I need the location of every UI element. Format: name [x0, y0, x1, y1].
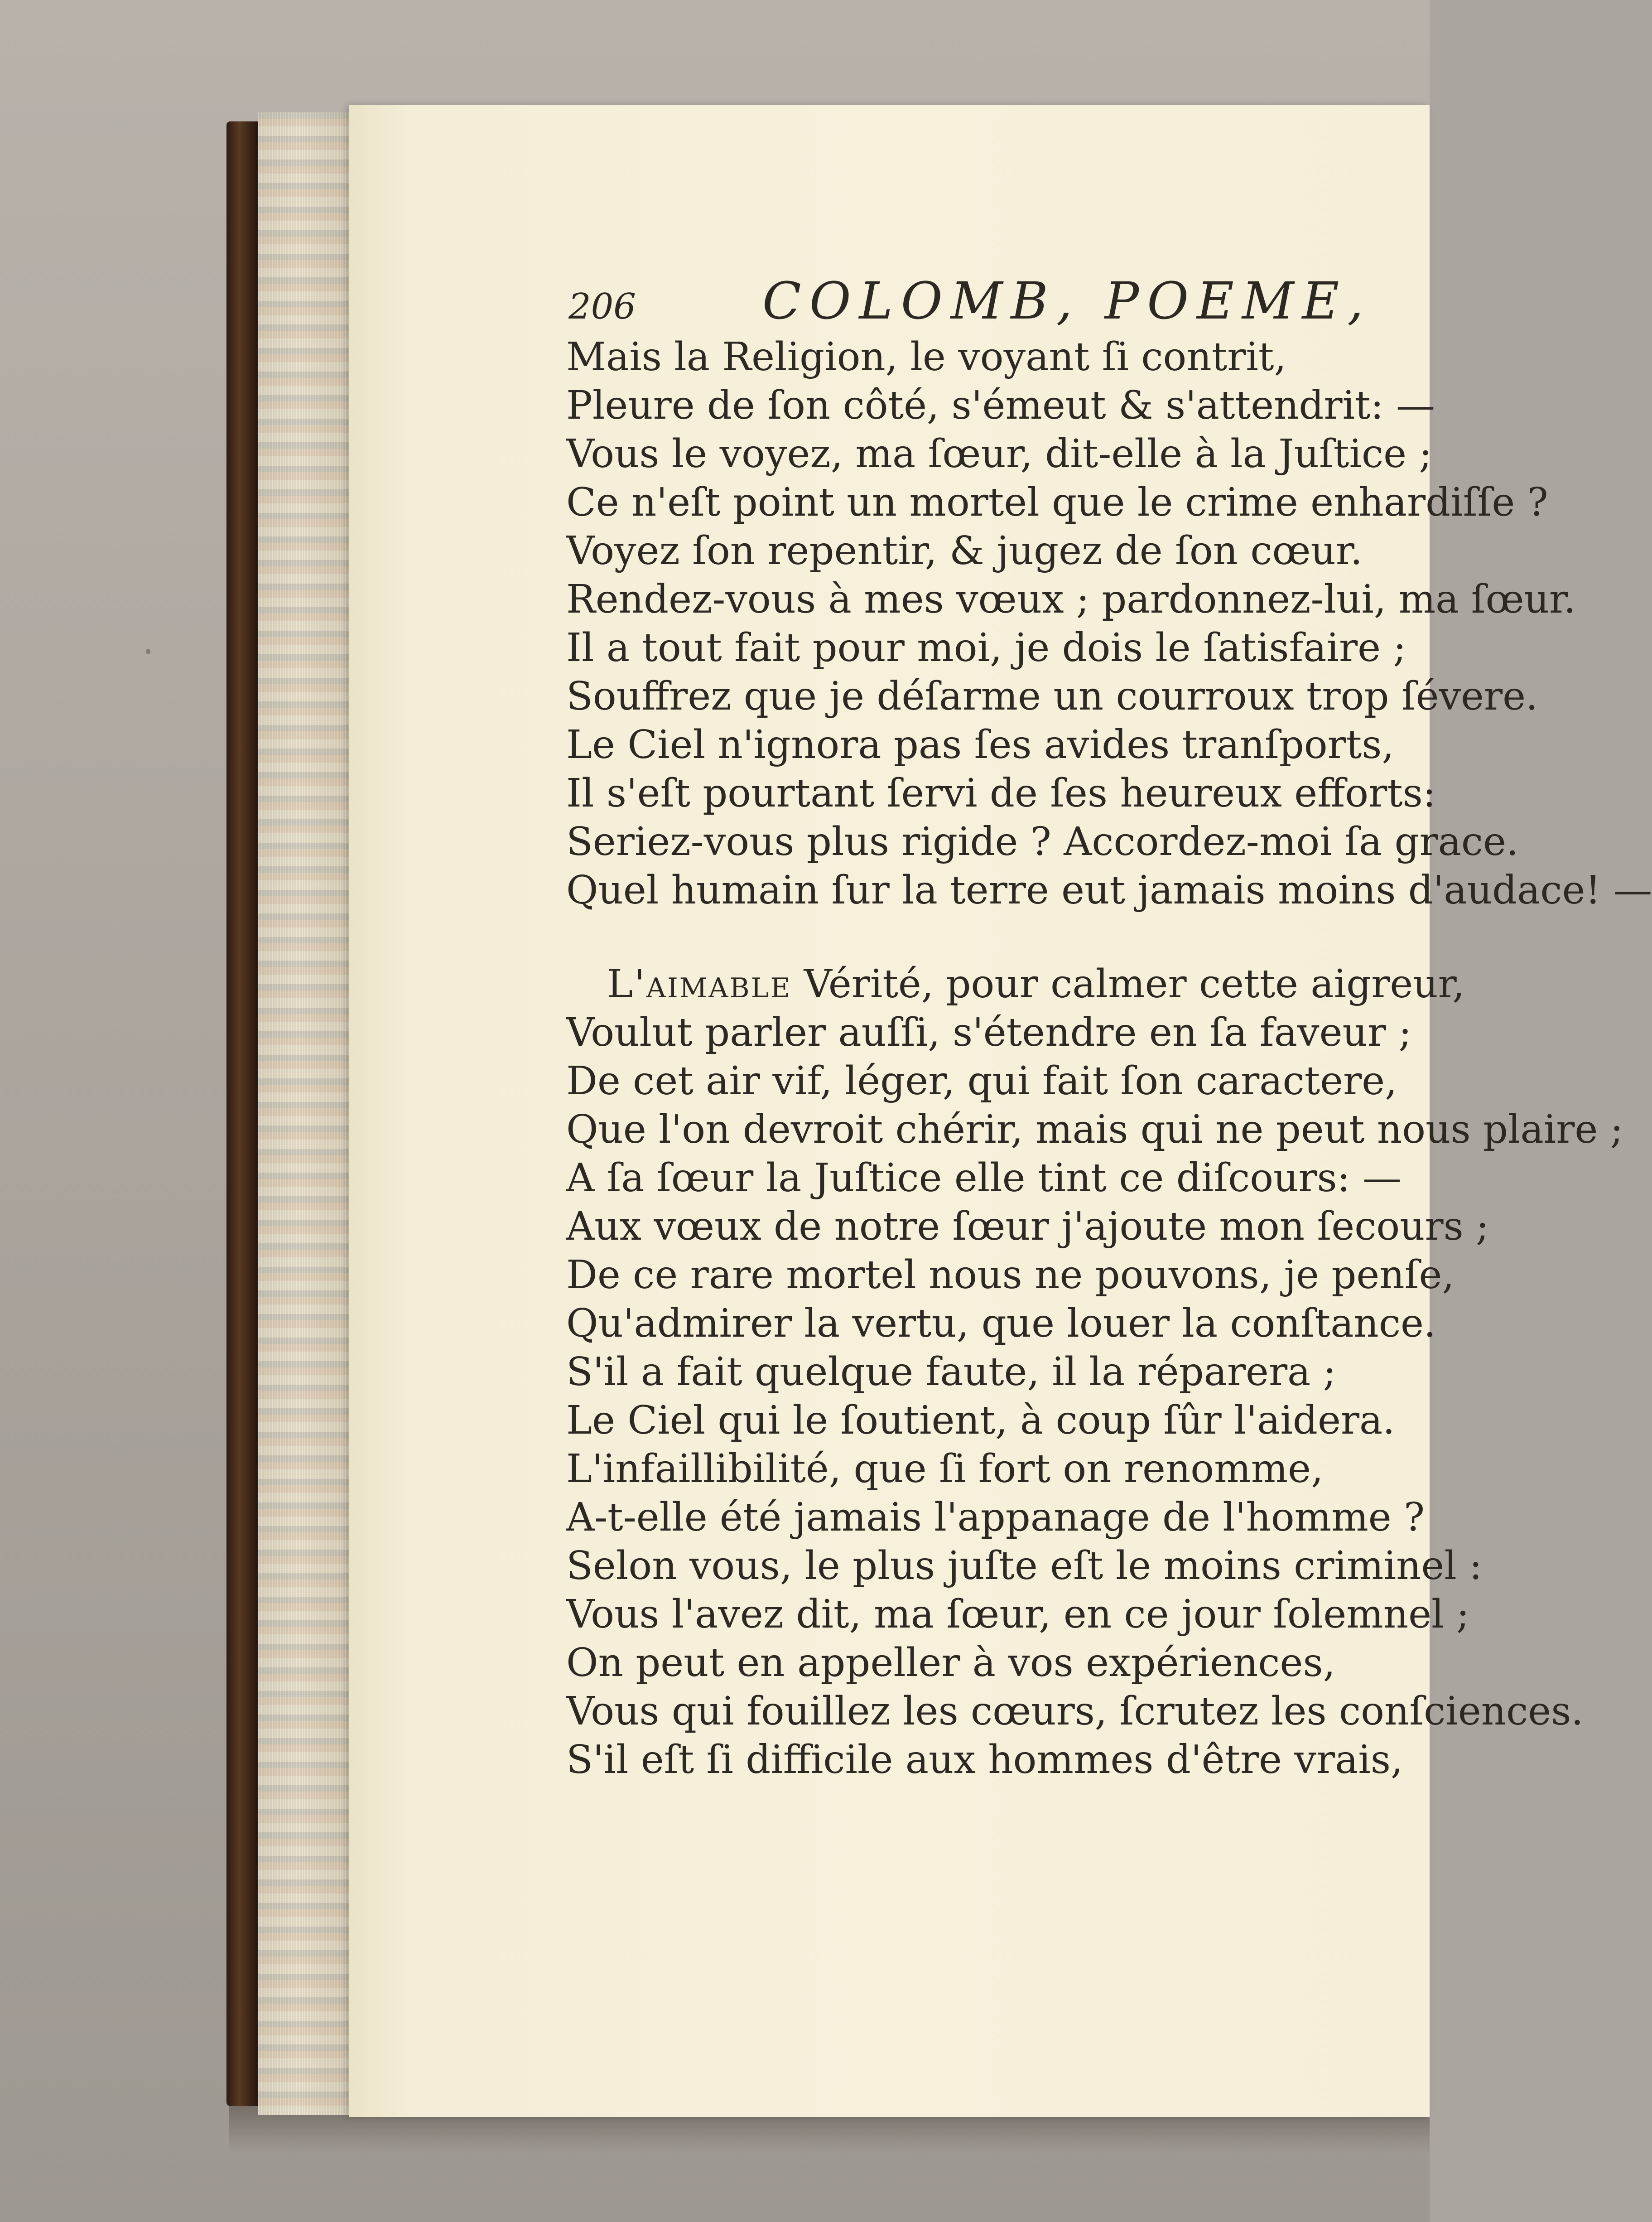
verse-line: Mais la Religion, le voyant ſi contrit, [566, 334, 1286, 380]
verse-line: Voyez ſon repentir, & jugez de ſon cœur. [566, 528, 1363, 574]
verse-line: Aux vœux de notre ſœur j'ajoute mon ſecours ; [566, 1204, 1489, 1249]
verse-line: S'il eſt ſi difficile aux hommes d'être vrais, [566, 1737, 1403, 1782]
verse-line: Selon vous, le plus juſte eſt le moins criminel : [566, 1543, 1483, 1589]
verse-line: A-t-elle été jamais l'appanage de l'homme ? [566, 1495, 1425, 1540]
verse-line: De ce rare mortel nous ne pouvons, je penſe, [566, 1252, 1455, 1298]
verse-line: Que l'on devroit chérir, mais qui ne peut nous plaire ; [566, 1107, 1623, 1152]
verse-line: Vous qui fouillez les cœurs, ſcrutez les conſciences. [566, 1689, 1584, 1734]
verse-line: Pleure de ſon côté, s'émeut & s'attendrit: — [566, 383, 1435, 428]
verse-line: Souffrez que je déſarme un courroux trop ſévere. [566, 674, 1538, 719]
verse-line: Il s'eſt pourtant ſervi de ſes heureux efforts: [566, 771, 1436, 816]
verse-line: Vous l'avez dit, ma ſœur, en ce jour ſolemnel ; [566, 1592, 1469, 1637]
verse-line: L'infaillibilité, que ſi fort on renomme, [566, 1446, 1324, 1492]
verse-line: Quel humain ſur la terre eut jamais moins d'audace! — [566, 868, 1652, 913]
verse-line: On peut en appeller à vos expériences, [566, 1640, 1335, 1686]
verse-line-rest: Vérité, pour calmer cette aigreur, [791, 961, 1465, 1007]
verse-line: Le Ciel n'ignora pas ſes avides tranſports, [566, 722, 1394, 768]
background-speck [146, 649, 150, 654]
verse-line: Voulut parler auſſi, s'étendre en ſa faveur ; [566, 1010, 1412, 1055]
verse-line: Rendez-vous à mes vœux ; pardonnez-lui, ma ſœur. [566, 577, 1576, 622]
verse-line: S'il a fait quelque faute, il la réparera ; [566, 1349, 1336, 1395]
verse-line: Qu'admirer la vertu, que louer la conſtance. [566, 1301, 1436, 1346]
verse-line: Vous le voyez, ma ſœur, dit-elle à la Juſtice ; [566, 431, 1432, 477]
verse-line: A ſa ſœur la Juſtice elle tint ce diſcours: — [566, 1155, 1402, 1201]
running-title: COLOMB, POEME, [762, 272, 1372, 331]
verse-line: Le Ciel qui le ſoutient, à coup ſûr l'aidera. [566, 1398, 1395, 1443]
verse-line-first [607, 961, 1465, 1007]
page-number: 206 [568, 286, 636, 327]
verse-line: Seriez-vous plus rigide ? Accordez-moi ſa grace. [566, 819, 1519, 865]
verse-line: Ce n'eſt point un mortel que le crime enhardiſſe ? [566, 480, 1548, 525]
book-spine [226, 121, 258, 2106]
verse-line: De cet air vif, léger, qui fait ſon caractere, [566, 1058, 1397, 1104]
smallcaps-opening: L'aimable [607, 961, 792, 1007]
page-header [568, 272, 1384, 340]
verse-line: Il a tout fait pour moi, je dois le ſatisfaire ; [566, 625, 1406, 671]
marbled-page-edge [258, 112, 349, 2115]
